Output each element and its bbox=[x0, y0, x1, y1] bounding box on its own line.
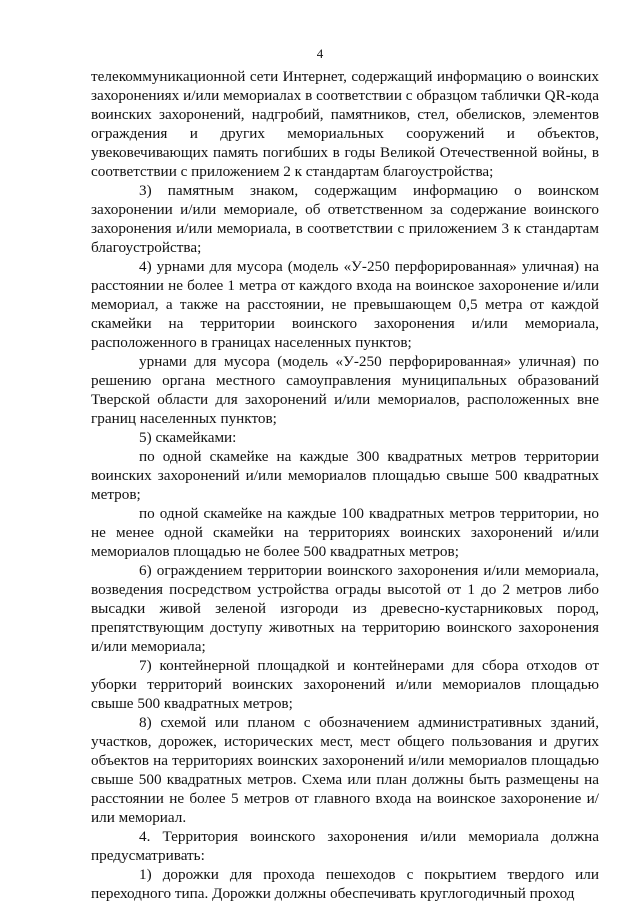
paragraph-item-7: 7) контейнерной площадкой и контейнерами для сбора отходов от уборки территорий воинских захоронений и/или мемориалов площадью свыше 500 квадратных метров; bbox=[91, 657, 599, 712]
paragraph-continuation: телекоммуникационной сети Интернет, содержащий информацию о воинских захоронениях и/или мемориалах в соответствии с образцом таблички QR-кода воинских захоронений, надгробий, памятников, стел, обелисков, элементов ограждения и других мемориальных сооружений и объектов, увековечивающих память погибших в годы Великой Отечественной войны, в соответствии с приложением 2 к стандартам благоустройства; bbox=[91, 68, 599, 180]
paragraph-item-5: 5) скамейками: bbox=[139, 429, 237, 446]
document-body bbox=[91, 67, 599, 903]
paragraph-item-5-benches-small: по одной скамейке на каждые 100 квадратных метров территории, но не менее одной скамейки на территориях воинских захоронений и/или мемориалов площадью не более 500 квадратных метров; bbox=[91, 505, 599, 560]
paragraph-section-4: 4. Территория воинского захоронения и/или мемориала должна предусматривать: bbox=[91, 828, 599, 864]
paragraph-section-4-item-1: 1) дорожки для прохода пешеходов с покрытием твердого или переходного типа. Дорожки должны обеспечивать круглогодичный проход bbox=[91, 866, 599, 902]
paragraph-item-3: 3) памятным знаком, содержащим информацию о воинском захоронении и/или мемориале, об ответственном за содержание воинского захоронения и/или мемориала, в соответствии с приложением 3 к стандартам благоустройства; bbox=[91, 182, 599, 256]
paragraph-item-5-benches-large: по одной скамейке на каждые 300 квадратных метров территории воинских захоронений и/или мемориалов площадью свыше 500 квадратных метров; bbox=[91, 448, 599, 503]
paragraph-item-8: 8) схемой или планом с обозначением административных зданий, участков, дорожек, исторических мест, мест общего пользования и других объектов на территориях воинских захоронений и/или мемориалов площадью свыше 500 квадратных метров. Схема или план должны быть размещены на расстоянии не более 5 метров от главного входа на воинское захоронение и/или мемориал. bbox=[91, 714, 599, 826]
page-number: 4 bbox=[316, 46, 324, 61]
paragraph-item-6: 6) ограждением территории воинского захоронения и/или мемориала, возведения посредством устройства ограды высотой от 1 до 2 метров либо высадки живой зеленой изгороди из древесно-кустарниковых пород, препятствующим доступу животных на территорию воинского захоронения и/или мемориала; bbox=[91, 562, 599, 655]
paragraph-item-4-urns: урнами для мусора (модель «У-250 перфорированная» уличная) по решению органа местного самоуправления муниципальных образований Тверской области для захоронений и/или мемориалов, расположенных вне границ населенных пунктов; bbox=[91, 353, 599, 427]
paragraph-item-4: 4) урнами для мусора (модель «У-250 перфорированная» уличная) на расстоянии не более 1 метра от каждого входа на воинское захоронение и/или мемориал, а также на расстоянии, не превышающем 0,5 метра от каждой скамейки на территории воинского захоронения и/или мемориала, расположенного в границах населенных пунктов; bbox=[91, 258, 599, 351]
